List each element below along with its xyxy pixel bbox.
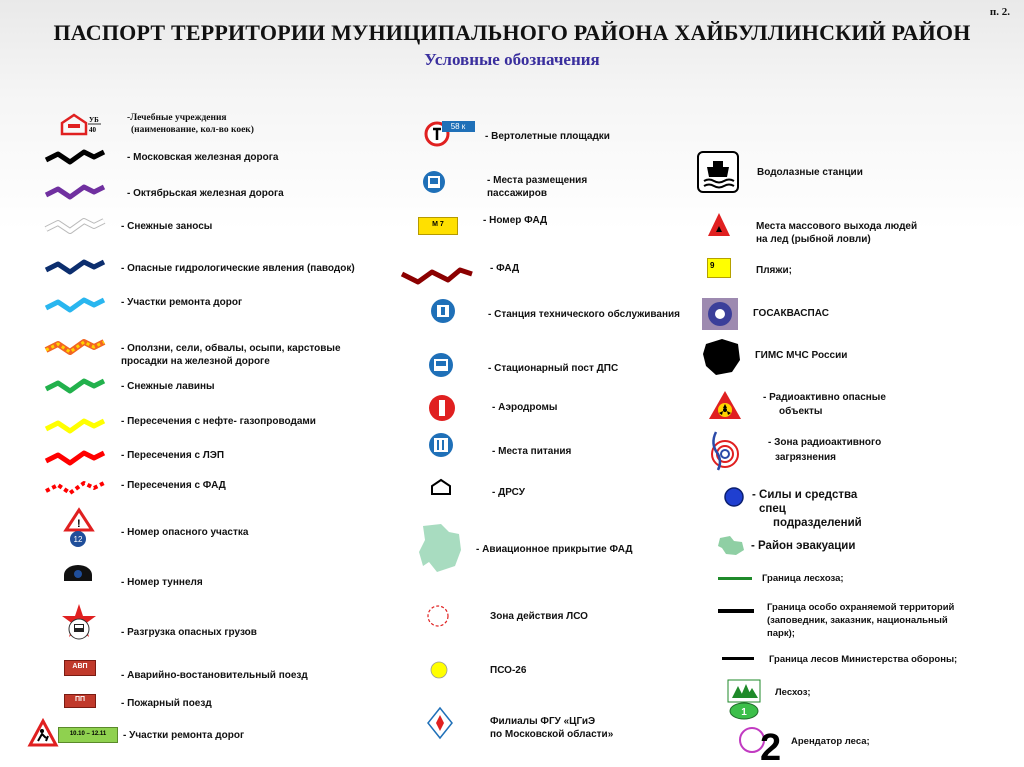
fire-train-label: - Пожарный поезд xyxy=(121,698,212,709)
october-rail-label: - Октябрьская железная дорога xyxy=(127,188,284,199)
airfield-icon xyxy=(428,394,456,422)
power-line-label: - Пересечения с ЛЭП xyxy=(121,450,225,461)
beach-label: Пляжи; xyxy=(756,265,792,276)
fire-train-badge: ПП xyxy=(64,694,96,708)
road-repair-label: - Участки ремонта дорог xyxy=(121,297,243,308)
mo-forest-border-line xyxy=(722,657,754,660)
page-title: ПАСПОРТ ТЕРРИТОРИИ МУНИЦИПАЛЬНОГО РАЙОНА ХАЙБУЛЛИНСКИЙ РАЙОН xyxy=(53,20,971,45)
gims-emblem-icon xyxy=(702,338,742,376)
medical-label-2: (наименование, кол-во коек) xyxy=(131,125,254,135)
fad-number-badge: М 7 xyxy=(418,217,458,235)
road-repair2-label: - Участки ремонта дорог xyxy=(123,730,245,741)
protected-label-1: Граница особо охраняемой территорий xyxy=(767,602,955,613)
moscow-rail-line xyxy=(44,148,106,168)
leskhoz-label: Лесхоз; xyxy=(775,687,811,698)
helipad-badge: 58 к xyxy=(450,122,466,131)
diving-station-label: Водолазные станции xyxy=(757,167,863,178)
beach-badge: 9 xyxy=(707,258,731,278)
forest-tenant-icon xyxy=(738,720,782,767)
radioactive-object-label-2: объекты xyxy=(779,406,823,417)
medical-label-1: -Лечебные учреждения xyxy=(127,113,227,123)
repair-train-badge: АВП xyxy=(64,660,96,676)
fgu-branch-icon xyxy=(427,707,453,739)
special-forces-icon xyxy=(724,487,744,507)
forces-label-3: подразделений xyxy=(773,517,862,529)
flood-label: - Опасные гидрологические явления (паводок) xyxy=(121,263,355,274)
lso-zone-label: Зона действия ЛСО xyxy=(490,611,588,622)
radiation-zone-label-1: - Зона радиоактивного xyxy=(768,437,882,448)
evacuation-label: - Район эвакуации xyxy=(751,540,856,552)
forces-label-1: - Силы и средства xyxy=(752,489,858,501)
road-repair-line xyxy=(44,296,106,316)
drsu-icon xyxy=(430,478,452,496)
pipeline-label: - Пересечения с нефте- газопроводами xyxy=(121,416,316,427)
page-number: п. 2. xyxy=(989,6,1010,18)
fad-cross-label: - Пересечения с ФАД xyxy=(121,480,226,491)
fgu-label-2: по Московской области» xyxy=(490,729,614,740)
october-rail-line xyxy=(44,183,106,203)
hospital-icon xyxy=(60,113,102,135)
repair-train-label: - Аварийно-востановительный поезд xyxy=(121,670,308,681)
fgu-label-1: Филиалы ФГУ «ЦГиЭ xyxy=(490,716,596,727)
danger-section-icon xyxy=(64,508,94,550)
evacuation-area-icon xyxy=(716,534,746,556)
leskhoz-number: 1 xyxy=(741,707,747,718)
service-station-label: - Станция технического обслуживания xyxy=(488,309,680,320)
avalanche-line xyxy=(44,377,106,397)
tunnel-label: - Номер туннеля xyxy=(121,577,203,588)
service-station-icon xyxy=(430,298,456,324)
danger-section-number: 12 xyxy=(73,535,83,544)
diving-station-icon xyxy=(697,151,739,193)
passenger-place-icon xyxy=(422,170,446,194)
helicopter-icon xyxy=(425,118,477,148)
ice-label-1: Места массового выхода людей xyxy=(756,221,918,232)
svg-text:!: ! xyxy=(77,518,81,530)
page-subtitle: Условные обозначения xyxy=(424,50,600,69)
power-line-line xyxy=(44,449,106,469)
landslide-label-1: - Оползни, сели, обвалы, осыпи, карстовые xyxy=(121,343,341,354)
gosaks-label: ГОСАКВАСПАС xyxy=(753,308,829,319)
passenger-label-2: пассажиров xyxy=(487,188,548,199)
airfield-label: - Аэродромы xyxy=(492,402,558,413)
fad-cross-line xyxy=(44,479,106,499)
landslide-line xyxy=(44,338,106,358)
radioactive-object-icon xyxy=(708,390,742,420)
hospital-badge-bottom: 40 xyxy=(89,126,96,134)
fad-line xyxy=(400,264,474,288)
food-place-icon xyxy=(428,432,454,458)
lso-zone-icon xyxy=(426,604,450,628)
forest-tenant-label: Арендатор леса; xyxy=(791,736,870,747)
ice-label-2: на лед (рыбной ловли) xyxy=(756,234,871,245)
helipad-label: - Вертолетные площадки xyxy=(485,131,610,142)
protected-border-line xyxy=(718,609,754,613)
pso-icon xyxy=(430,661,448,679)
pipeline-line xyxy=(44,417,106,437)
radiation-zone-label-2: загрязнения xyxy=(775,452,836,463)
aviation-cover-label: - Авиационное прикрытие ФАД xyxy=(476,544,633,555)
dps-post-label: - Стационарный пост ДПС xyxy=(488,363,619,374)
food-place-label: - Места питания xyxy=(492,446,572,457)
forces-label-2: спец xyxy=(759,503,786,515)
gosaks-emblem-icon xyxy=(702,298,738,330)
road-works-icon xyxy=(28,719,58,747)
drsu-label: - ДРСУ xyxy=(492,487,525,498)
forest-tenant-number: 2 xyxy=(760,727,782,767)
radiation-zone-icon xyxy=(706,430,740,472)
snow-drift-label: - Снежные заносы xyxy=(121,221,213,232)
hazardous-cargo-icon xyxy=(60,603,98,643)
dps-post-icon xyxy=(428,352,454,378)
road-works-badge: 10.10 – 12.11 xyxy=(58,727,118,743)
ice-crowd-icon xyxy=(707,212,731,238)
radioactive-object-label-1: - Радиоактивно опасные xyxy=(763,392,886,403)
hospital-badge-top: УБ xyxy=(89,116,99,124)
leskhoz-icon xyxy=(726,680,762,720)
passenger-label-1: - Места размещения xyxy=(487,175,588,186)
fad-number-label: - Номер ФАД xyxy=(483,215,548,226)
tunnel-icon xyxy=(62,565,94,583)
gims-label: ГИМС МЧС России xyxy=(755,350,848,361)
avalanche-label: - Снежные лавины xyxy=(121,381,215,392)
landslide-label-2: просадки на железной дороге xyxy=(121,356,270,367)
danger-section-label: - Номер опасного участка xyxy=(121,527,249,538)
fad-label: - ФАД xyxy=(490,263,520,274)
forestry-border-label: Граница лесхоза; xyxy=(762,573,844,584)
protected-label-3: парк); xyxy=(767,628,795,639)
pso-label: ПСО-26 xyxy=(490,665,527,676)
hazardous-cargo-label: - Разгрузка опасных грузов xyxy=(121,627,257,638)
moscow-rail-label: - Московская железная дорога xyxy=(127,152,279,163)
mo-forest-label: Граница лесов Министерства обороны; xyxy=(769,654,958,665)
aviation-cover-area xyxy=(415,522,465,574)
protected-label-2: (заповедник, заказник, национальный xyxy=(767,615,948,626)
flood-line xyxy=(44,258,106,278)
snow-drift-line xyxy=(44,217,106,237)
forestry-border-line xyxy=(718,577,752,580)
